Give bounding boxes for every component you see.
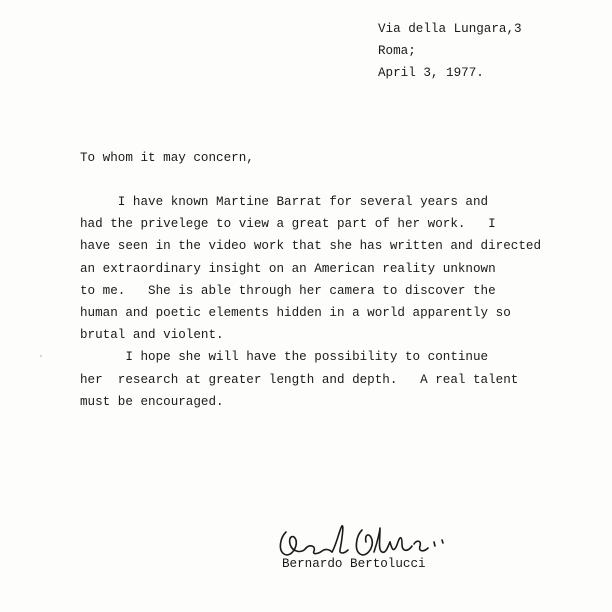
- body-line: must be encouraged.: [80, 394, 224, 409]
- paper-speck: [40, 355, 42, 357]
- body-line: brutal and violent.: [80, 328, 224, 343]
- address-street: Via della Lungara,3: [378, 22, 522, 36]
- body-line: an extraordinary insight on an American reality unknown: [80, 261, 496, 276]
- sender-address: [378, 18, 522, 84]
- body-line: have seen in the video work that she has written and directed: [80, 239, 542, 254]
- body-line: I have known Martine Barrat for several years and: [80, 195, 489, 209]
- address-city: Roma;: [378, 44, 416, 58]
- body-line: her research at greater length and depth. A real talent: [80, 372, 519, 387]
- letter-body: [80, 191, 580, 413]
- body-line: had the privelege to view a great part of her work. I: [80, 217, 496, 232]
- salutation: To whom it may concern,: [80, 151, 254, 165]
- body-line: human and poetic elements hidden in a world apparently so: [80, 305, 511, 320]
- signer-name: Bernardo Bertolucci: [282, 557, 426, 571]
- letter-date: April 3, 1977.: [378, 66, 484, 80]
- body-line: to me. She is able through her camera to discover the: [80, 283, 496, 298]
- body-line: I hope she will have the possibility to continue: [80, 350, 489, 365]
